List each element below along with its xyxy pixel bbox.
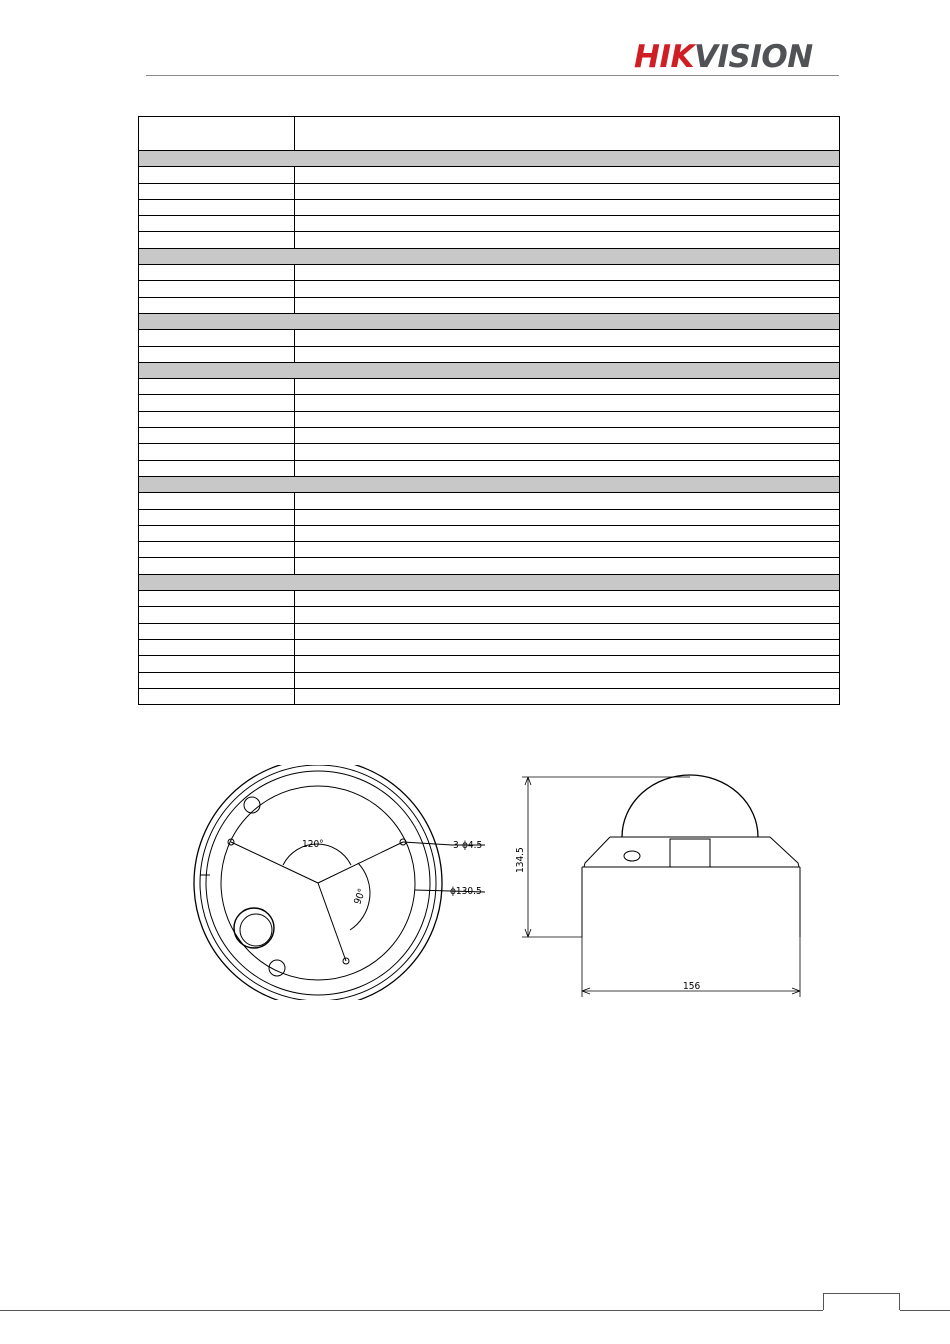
spec-value-cell	[295, 607, 840, 623]
spec-section-header	[139, 574, 840, 590]
spec-row	[139, 428, 840, 444]
diameter-label: ϕ130.5	[450, 886, 482, 897]
spec-label-cell	[139, 688, 295, 704]
spec-value-cell	[295, 672, 840, 688]
spec-row	[139, 639, 840, 655]
spec-label-cell	[139, 542, 295, 558]
brand-logo	[634, 40, 813, 74]
spec-label-cell	[139, 281, 295, 297]
spec-value-cell	[295, 428, 840, 444]
header-rule	[146, 75, 839, 76]
spec-label-cell	[139, 379, 295, 395]
spec-row	[139, 330, 840, 346]
spec-label-cell	[139, 623, 295, 639]
spec-value-cell	[295, 656, 840, 672]
spec-label-cell	[139, 428, 295, 444]
spec-value-cell	[295, 379, 840, 395]
spec-label-cell	[139, 265, 295, 281]
spec-label-cell	[139, 395, 295, 411]
spec-value-cell	[295, 444, 840, 460]
height-label: 134.5	[515, 847, 526, 873]
cable-outlet-inner	[240, 914, 272, 946]
spec-value-cell	[295, 688, 840, 704]
section-cell	[139, 248, 840, 264]
section-cell	[139, 476, 840, 492]
spec-row	[139, 167, 840, 183]
spec-value-cell	[295, 216, 840, 232]
spec-label-cell	[139, 232, 295, 248]
spec-row	[139, 199, 840, 215]
spec-value-cell	[295, 395, 840, 411]
spec-row	[139, 656, 840, 672]
spec-row	[139, 232, 840, 248]
spec-label-cell	[139, 330, 295, 346]
section-cell	[139, 151, 840, 167]
footer-rule-left	[0, 1310, 823, 1311]
spec-row	[139, 379, 840, 395]
bottom-view	[194, 765, 485, 1000]
spec-value-cell	[295, 525, 840, 541]
spec-value-cell	[295, 411, 840, 427]
spec-value-cell	[295, 232, 840, 248]
lug-top	[244, 797, 260, 813]
footer-rule-right	[900, 1310, 950, 1311]
spec-label-cell	[139, 167, 295, 183]
spec-label-cell	[139, 493, 295, 509]
spec-row	[139, 216, 840, 232]
spec-table-header-row	[139, 117, 840, 151]
spec-label-cell	[139, 346, 295, 362]
spec-label-cell	[139, 672, 295, 688]
section-cell	[139, 574, 840, 590]
angle-90-label: 90°	[352, 887, 369, 907]
spec-row	[139, 591, 840, 607]
spec-row	[139, 460, 840, 476]
spec-value-cell	[295, 117, 840, 151]
spec-label-cell	[139, 216, 295, 232]
spec-row	[139, 558, 840, 574]
spec-row	[139, 542, 840, 558]
spec-value-cell	[295, 183, 840, 199]
section-cell	[139, 362, 840, 378]
spec-label-cell	[139, 199, 295, 215]
logo-hik: HIK	[634, 39, 695, 75]
spec-label-cell	[139, 591, 295, 607]
spec-row	[139, 395, 840, 411]
spec-row	[139, 672, 840, 688]
spec-value-cell	[295, 167, 840, 183]
spec-label-cell	[139, 411, 295, 427]
spec-row	[139, 623, 840, 639]
spec-value-cell	[295, 330, 840, 346]
spec-label-cell	[139, 183, 295, 199]
spec-value-cell	[295, 558, 840, 574]
spec-label-cell	[139, 607, 295, 623]
spec-row	[139, 525, 840, 541]
spec-row	[139, 607, 840, 623]
spec-label-cell	[139, 460, 295, 476]
mount-arm-2	[318, 842, 403, 883]
dimension-drawing-svg	[180, 765, 820, 1000]
spec-row	[139, 297, 840, 313]
spec-table-body	[139, 117, 840, 705]
spec-label-cell	[139, 509, 295, 525]
spec-value-cell	[295, 509, 840, 525]
spec-label-cell	[139, 444, 295, 460]
spec-label-cell	[139, 639, 295, 655]
spec-section-header	[139, 248, 840, 264]
holes-leader	[403, 842, 452, 845]
spec-value-cell	[295, 297, 840, 313]
spec-section-header	[139, 313, 840, 329]
spec-value-cell	[295, 281, 840, 297]
mount-arm-3	[318, 883, 346, 961]
spec-row	[139, 509, 840, 525]
section-cell	[139, 313, 840, 329]
spec-row	[139, 281, 840, 297]
page-number-tab	[823, 1293, 900, 1310]
housing-right-slope	[770, 837, 799, 867]
spec-section-header	[139, 362, 840, 378]
spec-value-cell	[295, 591, 840, 607]
spec-table	[138, 116, 840, 705]
spec-label-cell	[139, 656, 295, 672]
spec-value-cell	[295, 542, 840, 558]
spec-label-cell	[139, 117, 295, 151]
spec-value-cell	[295, 265, 840, 281]
spec-value-cell	[295, 623, 840, 639]
dome	[622, 775, 758, 837]
spec-label-cell	[139, 558, 295, 574]
spec-value-cell	[295, 346, 840, 362]
spec-value-cell	[295, 639, 840, 655]
spec-value-cell	[295, 199, 840, 215]
spec-value-cell	[295, 493, 840, 509]
width-label: 156	[683, 981, 701, 992]
dimension-drawing	[180, 765, 820, 1000]
spec-section-header	[139, 476, 840, 492]
logo-vision: VISION	[694, 39, 813, 75]
spec-row	[139, 411, 840, 427]
housing-window	[670, 839, 710, 867]
holes-label: 3-ϕ4.5	[453, 840, 483, 851]
spec-label-cell	[139, 525, 295, 541]
housing-screw	[624, 851, 640, 861]
angle-120-label: 120°	[302, 839, 324, 850]
spec-row	[139, 444, 840, 460]
spec-row	[139, 265, 840, 281]
spec-row	[139, 493, 840, 509]
spec-section-header	[139, 151, 840, 167]
housing-left-slope	[584, 837, 610, 867]
spec-value-cell	[295, 460, 840, 476]
side-view	[522, 775, 800, 997]
spec-row	[139, 688, 840, 704]
spec-label-cell	[139, 297, 295, 313]
spec-row	[139, 346, 840, 362]
spec-row	[139, 183, 840, 199]
